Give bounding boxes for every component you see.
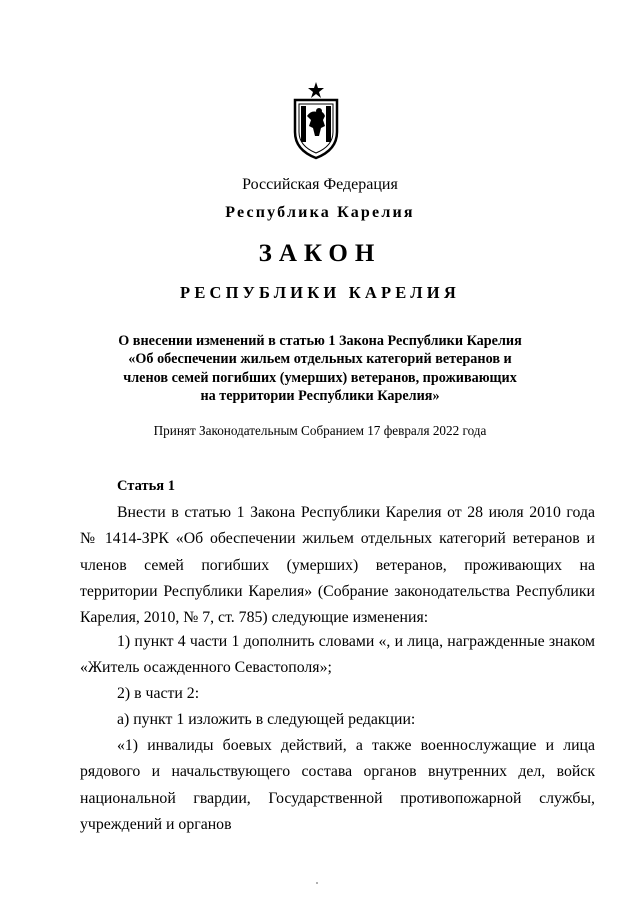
article-paragraph xyxy=(80,500,595,631)
article-paragraph xyxy=(80,707,595,733)
paragraph-text: 1) пункт 4 части 1 дополнить словами «, и лица, награжденные знаком «Житель осажденного Севастополя»; xyxy=(80,633,595,677)
karelia-coat-of-arms-icon xyxy=(289,80,343,160)
republic-name: Республика Карелия xyxy=(225,204,415,221)
adoption-note: Принят Законодательным Собранием 17 февраля 2022 года xyxy=(153,423,487,438)
country-name: Российская Федерация xyxy=(242,176,398,193)
law-title-line: О внесении изменений в статью 1 Закона Республики Карелия xyxy=(118,333,522,349)
scan-dot xyxy=(316,882,318,884)
paragraph-text: а) пункт 1 изложить в следующей редакции: xyxy=(117,711,416,728)
article-heading: Статья 1 xyxy=(117,478,175,494)
law-heading: ЗАКОН xyxy=(258,240,382,267)
law-subheading: РЕСПУБЛИКИ КАРЕЛИЯ xyxy=(180,283,460,302)
paragraph-text: «1) инвалиды боевых действий, а также военнослужащие и лица рядового и начальствующего состава органов внутренних дел, войск национальной гвардии, Государственной противопожарной службы, учреждений и органов xyxy=(80,737,595,833)
paragraph-text: Внести в статью 1 Закона Республики Карелия от 28 июля 2010 года № 1414-ЗРК «Об обеспечении жильем отдельных категорий ветеранов и членов семей погибших (умерших) ветеранов, проживающих на территории Республики Карелия» (Собрание законодательства Республики Карелия, 2010, № 7, ст. 785) следующие изменения: xyxy=(80,504,595,627)
article-paragraph xyxy=(80,733,595,838)
law-title-line: на территории Республики Карелия» xyxy=(200,388,440,404)
paragraph-text: 2) в части 2: xyxy=(117,685,200,702)
law-title-line: «Об обеспечении жильем отдельных категорий ветеранов и xyxy=(128,351,512,367)
law-title-line: членов семей погибших (умерших) ветеранов, проживающих xyxy=(123,370,517,386)
article-paragraph xyxy=(80,629,595,682)
article-paragraph xyxy=(80,681,595,707)
